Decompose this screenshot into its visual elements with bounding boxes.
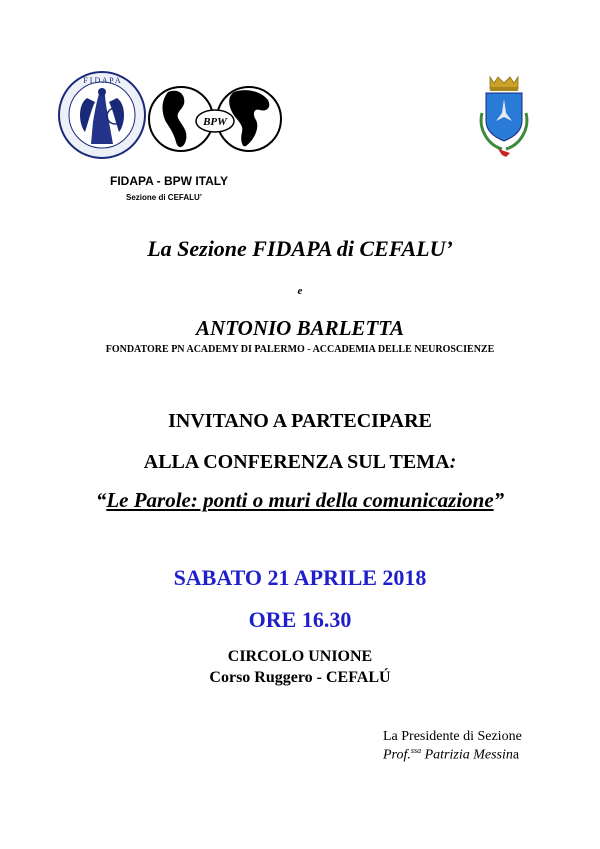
speaker-role: FONDATORE PN ACADEMY DI PALERMO - ACCADEMIA DELLE NEUROSCIENZE: [105, 344, 495, 355]
org-name: FIDAPA - BPW ITALY: [110, 174, 228, 188]
invite-colon: :: [449, 451, 457, 473]
org-section: Sezione di CEFALU’: [126, 193, 203, 202]
theme-close-quote: ”: [493, 488, 505, 512]
signer-name: [383, 746, 519, 764]
signer-prefix-sup: ssa: [410, 746, 422, 755]
signer-title: La Presidente di Sezione: [383, 729, 522, 744]
theme-text: Le Parole: ponti o muri della comunicazione: [106, 488, 494, 512]
signer-name-last: a: [512, 747, 520, 763]
event-venue: CIRCOLO UNIONE: [227, 648, 373, 665]
conjunction: e: [297, 285, 303, 297]
fidapa-logo: [57, 70, 147, 160]
event-date: SABATO 21 APRILE 2018: [173, 565, 427, 590]
invite-line-2-text: ALLA CONFERENZA SUL TEMA: [143, 451, 450, 473]
event-time: ORE 16.30: [248, 607, 352, 632]
theme-open-quote: “: [95, 488, 107, 512]
fidapa-ring-text: F I D A P A: [83, 76, 121, 85]
event-address: Corso Ruggero - CEFALÚ: [209, 669, 391, 686]
invite-line-2: [0, 451, 600, 474]
bpw-logo-text: BPW: [203, 116, 227, 128]
bpw-logo: [148, 78, 282, 160]
invite-line-1: INVITANO A PARTECIPARE: [168, 410, 432, 432]
headline: La Sezione FIDAPA di CEFALU’: [147, 236, 453, 261]
speaker-name: ANTONIO BARLETTA: [196, 316, 404, 340]
conference-theme: [0, 488, 600, 513]
signer-name-text: Patrizia Messin: [421, 747, 513, 763]
signer-prefix: Prof.: [383, 747, 411, 763]
municipal-crest: [476, 73, 532, 157]
